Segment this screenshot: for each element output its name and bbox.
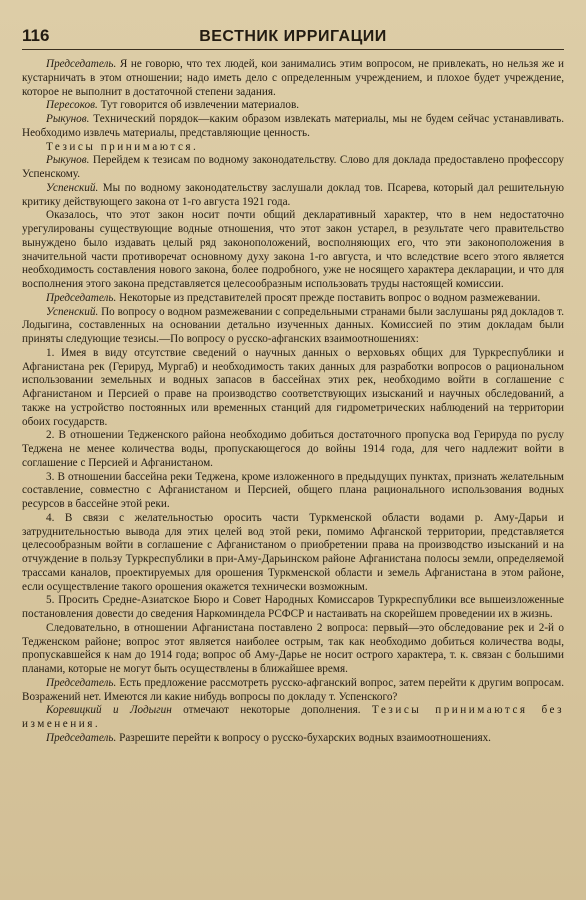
speaker-name: Председатель.	[46, 58, 117, 70]
paragraph-text: Перейдем к тезисам по водному законодательству. Слово для доклада предоставлено профессору Успенскому.	[22, 154, 564, 180]
paragraph	[22, 209, 564, 292]
paragraph	[22, 732, 564, 746]
paragraph-text: Мы по водному законодательству заслушали доклад тов. Псарева, который дал решительную критику действующего закона от 1-го августа 1921 года.	[22, 181, 564, 208]
paragraph	[22, 347, 564, 430]
paragraph	[22, 113, 564, 141]
paragraph-text: Разрешите перейти к вопросу о русско-бухарских водных взаимоотношениях.	[116, 731, 491, 744]
paragraph	[22, 471, 564, 512]
paragraph	[22, 58, 564, 99]
paragraph	[22, 622, 564, 677]
paragraph-text: отмечают некоторые дополнения.	[171, 704, 372, 717]
speaker-name: Пересоков.	[46, 99, 98, 112]
speaker-name: Коревицкий и Лодыгин	[46, 704, 172, 717]
speaker-name: Рыкунов.	[46, 113, 90, 125]
document-body	[22, 58, 564, 746]
paragraph-text: 4. В связи с желательностью оросить части Туркменской области водами р. Аму-Дарьи и затруднительностью вывода для этих целей вод этой реки, помимо Афганской территории, представляется целесообразным войти в соглашение с Афганистаном о приобретении права на производство изысканий и на отчуждение в пользу Туркреспублики в при-Аму-Дарьинском районе Афганистана полосы земли, определяемой трассами каналов, проектируемых для орошения Туркменской области и земель Афганистана в этом районе, если осуществление такого орошения окажется технически возможным.	[22, 511, 564, 593]
speaker-name: Успенский.	[46, 181, 99, 194]
paragraph	[22, 704, 564, 732]
paragraph	[22, 306, 564, 347]
paragraph	[22, 292, 564, 306]
paragraph-text: 2. В отношении Тедженского района необходимо добиться достаточного пропуска вод Герируда по руслу Теджена не менее количества воды, пропускающегося до войны 1914 года, для чего надлежит войти в соглашение с Персией и Афганистаном.	[22, 429, 564, 469]
speaker-name: Рыкунов.	[46, 154, 90, 167]
speaker-name: Председатель.	[46, 676, 117, 689]
paragraph-text: Технический порядок—каким образом извлекать материалы, мы не будем сейчас устанавливать. Необходимо извлечь материалы, представляющие ценность.	[22, 113, 564, 139]
page-header	[22, 26, 564, 50]
speaker-name: Председатель.	[46, 291, 117, 304]
paragraph-text: Тут говорится об извлечении материалов.	[97, 99, 300, 112]
paragraph-text: Следовательно, в отношении Афганистана поставлено 2 вопроса: первый—это обследование рек и 2-й о Тедженском районе; вопрос этот является наиболее острым, так как необходимо добиться количества воды, пропускавшейся к нам до 1914 года; вопрос об Аму-Дарье не носит острого характера, т. к. связан с большими планами, которые не могут быть осуществлены в ближайшее время.	[22, 621, 564, 675]
paragraph	[22, 99, 564, 113]
paragraph-text: По вопросу о водном размежевании с сопредельными странами были заслушаны ряд докладов т. Лодыгина, составленных на основании детально изученных данных. Комиссией по этим докладам были приняты следующие тезисы.—По вопросу о русско-афганских взаимоотношениях:	[22, 305, 564, 345]
paragraph-text: 3. В отношении бассейна реки Теджена, кроме изложенного в предыдущих пунктах, признать желательным составление, совместно с Афганистаном и Персией, общего плана рационального использования водных ресурсов в бассейне этой реки.	[22, 470, 564, 510]
paragraph	[22, 512, 564, 595]
paragraph	[22, 429, 564, 470]
paragraph	[22, 182, 564, 210]
spaced-text: Тезисы принимаются.	[46, 140, 199, 153]
speaker-name: Успенский.	[46, 305, 99, 318]
paragraph-text: 5. Просить Средне-Азиатское Бюро и Совет Народных Комиссаров Туркреспублики все вышеизложенные постановления довести до сведения Наркоминдела РСФСР и настаивать на скорейшем проведении их в жизнь.	[22, 594, 564, 620]
paragraph-text: Я не говорю, что тех людей, кои занимались этим вопросом, не привлекать, но нельзя же и кустарничать в этом отношении; надо иметь дело с определенным учреждением, и плохое будет учреждение, которое не выполнит в достаточной степени задания.	[22, 58, 564, 98]
paragraph-text: Оказалось, что этот закон носит почти общий декларативный характер, что в нем недостаточно урегулированы существующие водные отношения, что этот закон устарел, в результате чего правительство вынуждено было издавать целый ряд законоположений, восполняющих его, что эти законоположения в значительной части противоречат основному духу закона 1-го августа, и что вследствие всего этого является необходимость составления нового закона, более подробного, уже не носящего характера декларации, и что для восполнения этого закона представляется целесообразным использовать труды настоящей комиссии.	[22, 209, 564, 290]
running-title: ВЕСТНИК ИРРИГАЦИИ	[199, 28, 387, 45]
paragraph	[22, 677, 564, 705]
paragraph	[22, 141, 564, 155]
spaced-text: Тезисы принимаются без изменения.	[22, 704, 565, 730]
paragraph-text: Есть предложение рассмотреть русско-афганский вопрос, затем перейти к другим вопросам. Возражений нет. Имеются ли какие нибудь вопросы по докладу т. Успенского?	[22, 676, 564, 703]
paragraph	[22, 594, 564, 622]
paragraph	[22, 154, 564, 182]
page-number: 116	[22, 26, 50, 45]
speaker-name: Председатель.	[46, 731, 117, 744]
paragraph-text: Некоторые из представителей просят прежде поставить вопрос о водном размежевании.	[116, 291, 541, 304]
paragraph-text: 1. Имея в виду отсутствие сведений о научных данных о верховьях общих для Туркреспублики и Афганистана рек (Герируд, Мургаб) и необходимость таких данных для разработки вопросов о рациональном использовании земельных и водных запасов в бассейнах этих рек, необходимо войти в соглашение с Афганистаном и Персией о праве на производство соответствующих изысканий и научных обследований, а также на устройство постоянных или временных станций для гидрометрических наблюдений на территории обоих государств.	[22, 346, 564, 428]
